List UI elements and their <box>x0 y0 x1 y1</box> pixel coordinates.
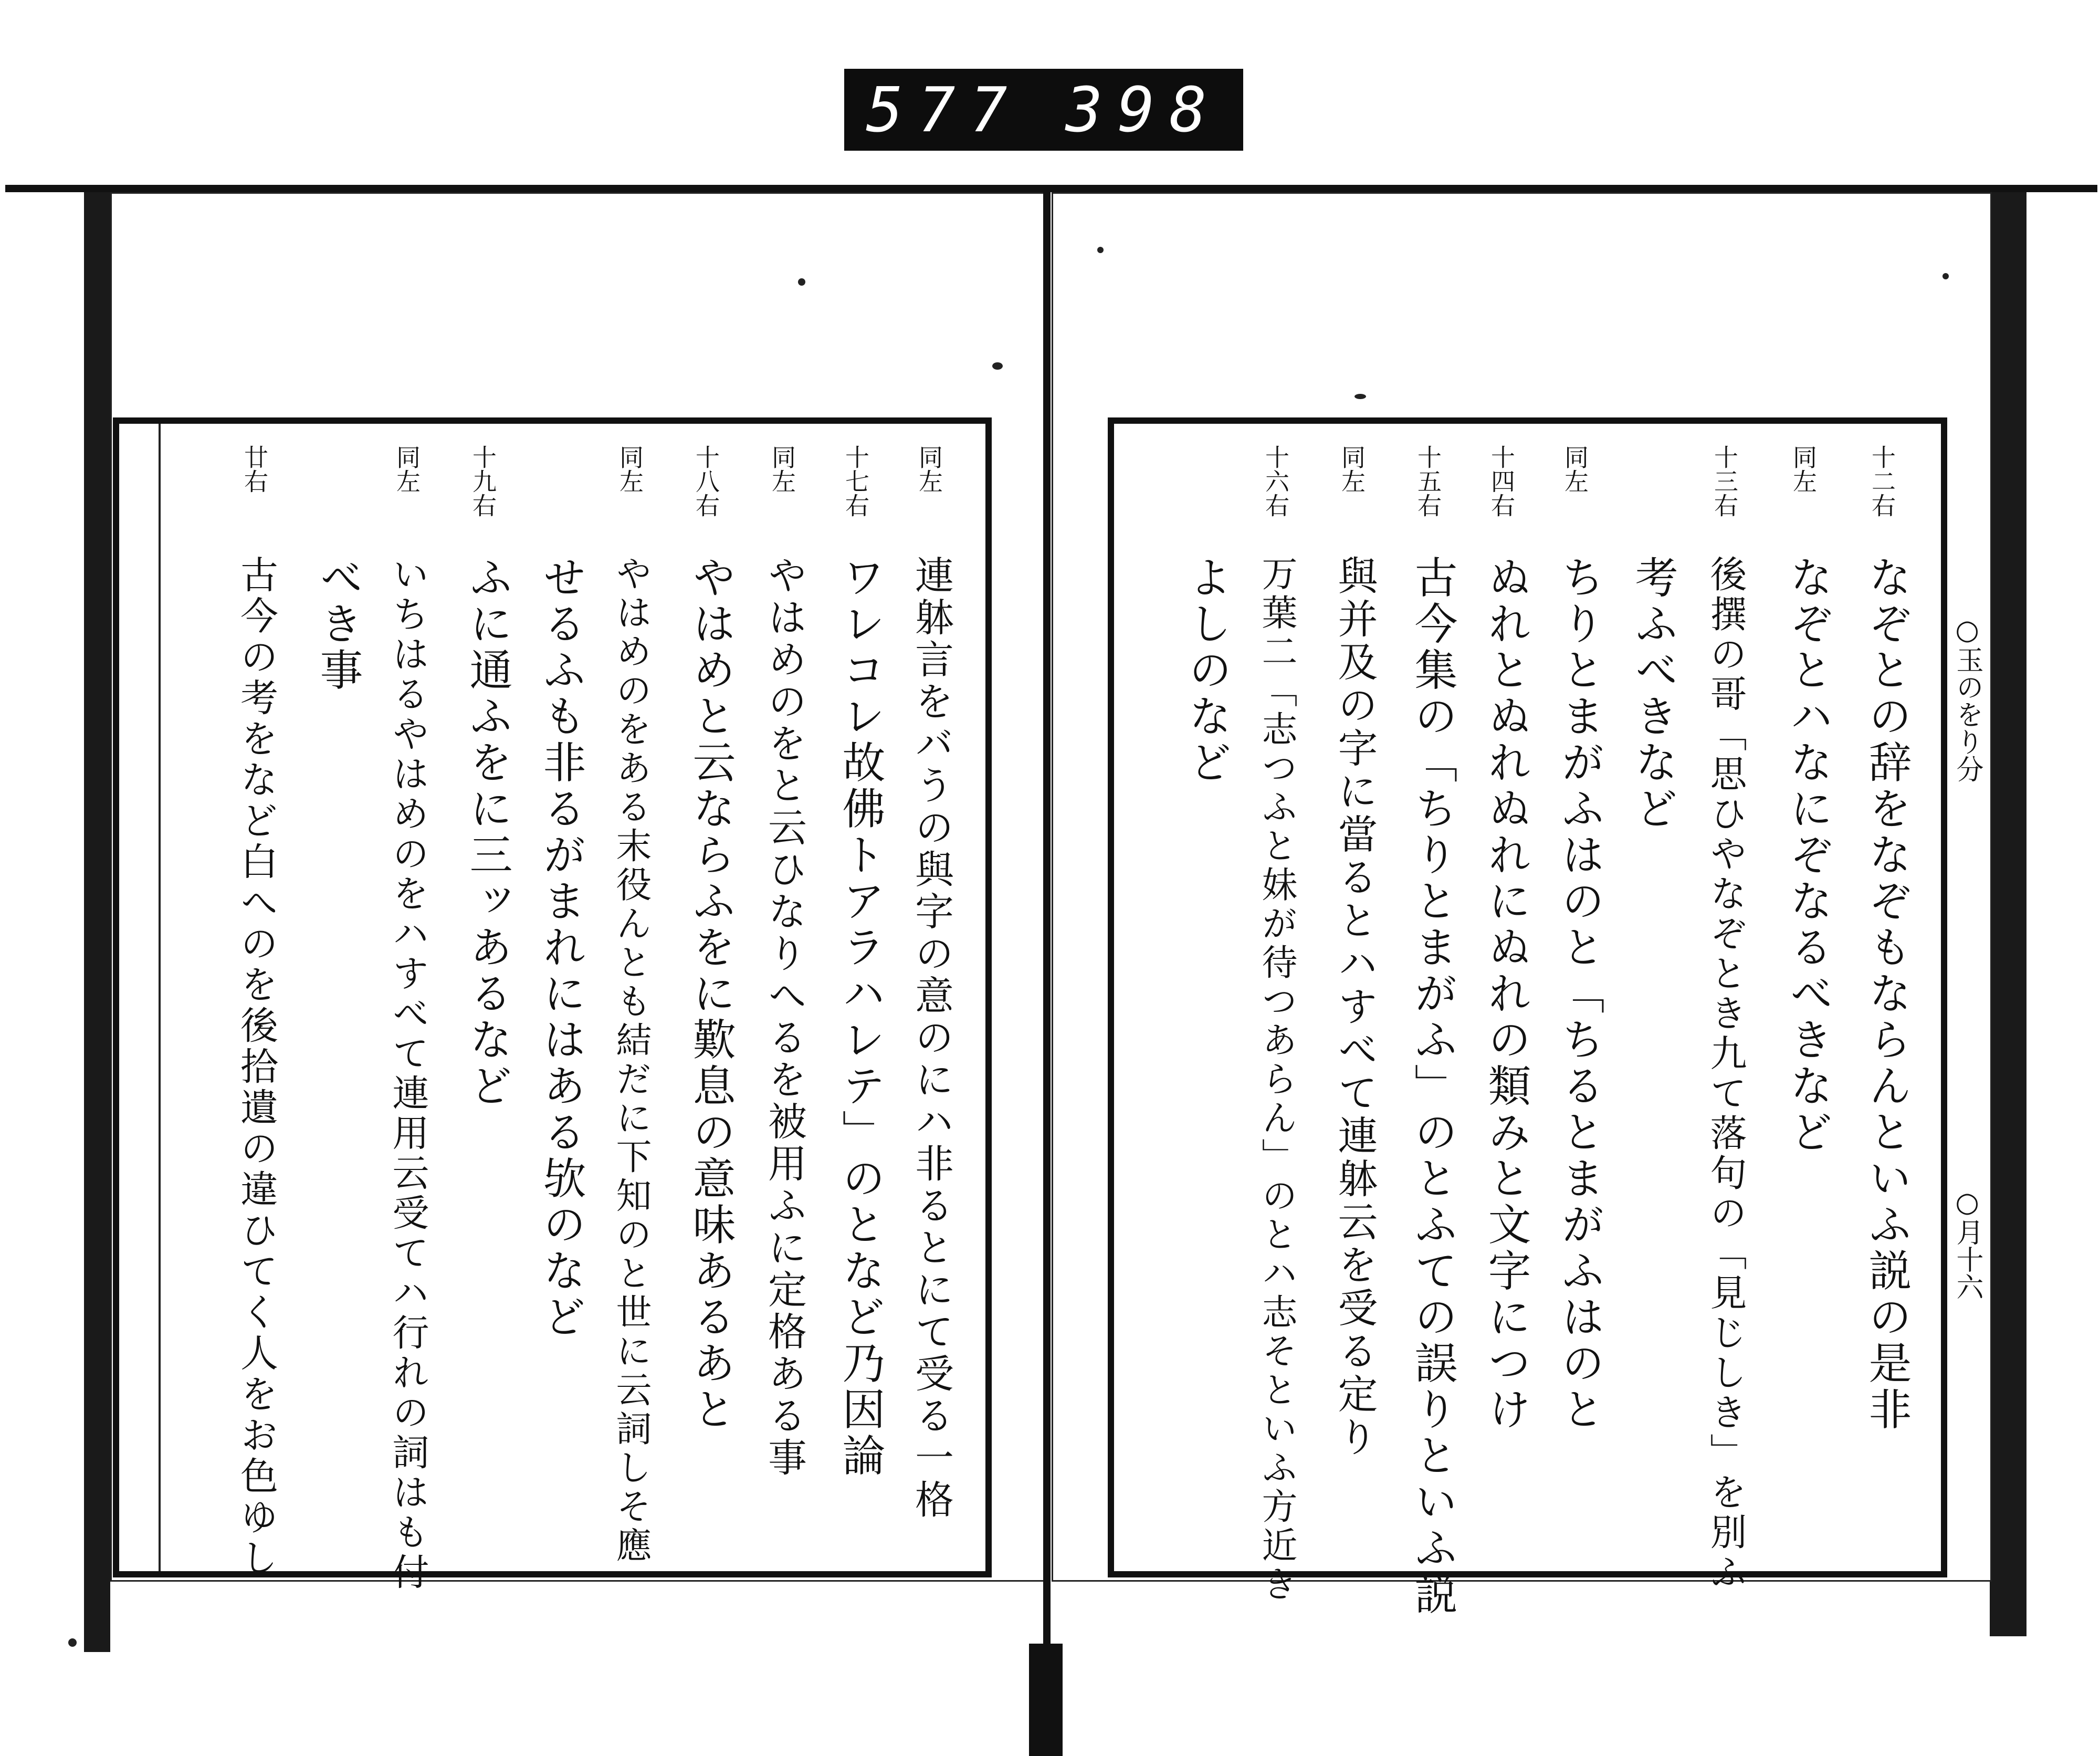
column-text: 連躰言をバうの與字の意のにハ非るとにて受る一格 <box>909 555 954 1521</box>
text-column <box>684 424 747 1571</box>
column-ref: 十四右 <box>1487 445 1516 517</box>
left-text-frame <box>113 417 992 1593</box>
right-text-frame <box>1108 417 1947 1618</box>
column-ref: 十三右 <box>1710 445 1739 517</box>
column-ref: 同左 <box>768 445 796 493</box>
book-spine <box>1043 185 1051 1755</box>
scan-speck <box>992 362 1003 370</box>
text-column <box>1253 424 1316 1604</box>
column-text: いちはるやはめのをハすべて連用云受てハ行れの詞はも付 <box>386 555 429 1593</box>
text-column <box>534 424 597 1571</box>
text-column <box>1552 424 1615 1571</box>
column-ref: 同左 <box>1561 445 1589 493</box>
scan-speck <box>1097 247 1104 253</box>
text-column <box>311 424 374 1571</box>
column-text: ワレコレ故佛トアラハレテ」のとなど乃因論 <box>835 555 885 1479</box>
text-column <box>1860 424 1923 1571</box>
column-ref: 同左 <box>1338 445 1366 493</box>
column-ref: 廿右 <box>240 445 269 493</box>
bookmark-ribbon <box>1029 1644 1063 1756</box>
text-column <box>1405 424 1468 1618</box>
column-ref: 同左 <box>915 445 943 493</box>
frame-number: 398 <box>1065 74 1222 146</box>
column-text: やはめのをある末役んとも結だに下知のと世に云詞しそ應 <box>610 555 652 1565</box>
column-text: 古今集の「ちりとまがふ」のとふての誤りといふ説 <box>1408 555 1457 1618</box>
text-column <box>1479 424 1542 1571</box>
text-column <box>833 424 896 1571</box>
column-text: 万葉二「志つふと妹が待つあらん」のとハ志そといふ方近き <box>1256 555 1297 1604</box>
text-column <box>384 424 447 1593</box>
scan-speck <box>1354 394 1366 399</box>
column-ref: 十八右 <box>692 445 720 517</box>
margin-note-top: ○玉のをり分 <box>1951 614 1983 782</box>
column-text: ぬれとぬれぬれにぬれの類みと文字につけ <box>1481 555 1531 1433</box>
column-ref: 十七右 <box>842 445 870 517</box>
text-column <box>607 424 670 1571</box>
text-column <box>232 424 295 1579</box>
text-column <box>760 424 823 1571</box>
text-column <box>907 424 970 1571</box>
column-ref: 十二右 <box>1868 445 1896 517</box>
column-ref: 十六右 <box>1262 445 1290 517</box>
column-ref: 同左 <box>616 445 644 493</box>
column-ref: 十九右 <box>469 445 497 517</box>
right-cover-edge <box>1990 192 2026 1636</box>
scan-speck <box>1942 273 1949 279</box>
column-ref: 同左 <box>393 445 421 493</box>
column-text: 與并及の字に當るとハすべて連躰云を受る定り <box>1331 555 1378 1459</box>
column-text: せるふも非るがまれにはある欤のなど <box>536 555 586 1341</box>
frame-inner-rule <box>159 424 161 1571</box>
scan-speck <box>68 1638 77 1647</box>
reel-number: 577 <box>866 74 1022 146</box>
column-text: 考ふべきなど <box>1628 555 1678 832</box>
column-text: ちりとまがふはのと「ちるとまがふはのと <box>1555 555 1604 1433</box>
margin-note-bottom: ○月十六 <box>1951 1187 1983 1300</box>
column-text: なぞとの辞をなぞもならんといふ説の是非 <box>1862 555 1912 1433</box>
column-text: よしのなど <box>1182 555 1232 786</box>
column-text: ふに通ふをに三ッあるなど <box>463 555 512 1110</box>
column-text: なぞとハなにぞなるべきなど <box>1783 555 1833 1156</box>
text-column <box>1329 424 1392 1571</box>
column-text: 後撰の哥「思ひやなぞとき九て落句の「見じしき」を別ふ <box>1704 555 1747 1593</box>
left-cover-edge <box>84 192 110 1652</box>
column-ref: 同左 <box>1789 445 1818 493</box>
book-top-edge <box>5 185 2097 192</box>
text-column <box>460 424 523 1571</box>
text-column <box>1781 424 1844 1571</box>
column-text: 古今の考をなど白へのを後拾遺の違ひてく人をお色ゆし <box>234 555 278 1579</box>
column-ref: 十五右 <box>1414 445 1442 517</box>
scan-speck <box>798 278 805 286</box>
text-column <box>1702 424 1765 1593</box>
text-column <box>1626 424 1689 1571</box>
column-text: やはめのをと云ひなりへるを被用ふに定格ある事 <box>762 555 807 1479</box>
text-column <box>1180 424 1243 1571</box>
column-text: べき事 <box>313 555 363 694</box>
frame-number-label <box>844 69 1243 151</box>
column-text: やはめと云ならふをに歎息の意味あるあと <box>686 555 736 1433</box>
